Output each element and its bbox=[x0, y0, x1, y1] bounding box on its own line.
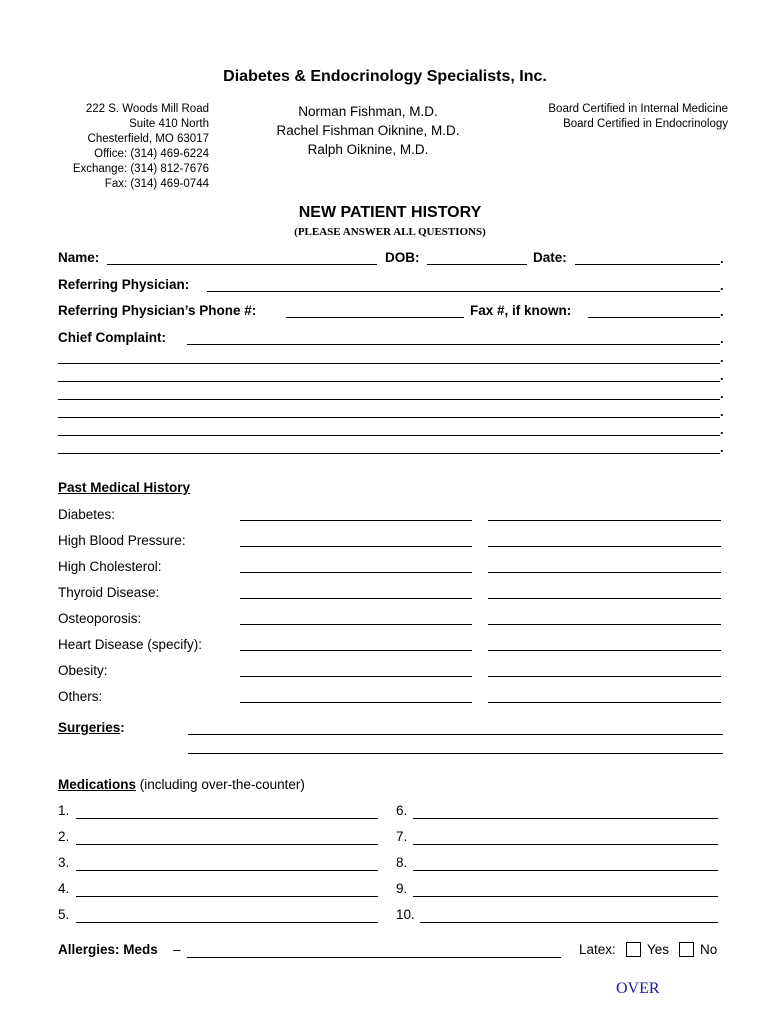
latex-label: Latex: bbox=[579, 942, 616, 957]
date-label: Date: bbox=[533, 250, 567, 265]
latex-no-checkbox[interactable] bbox=[679, 942, 694, 957]
condition-field[interactable] bbox=[240, 650, 472, 651]
doctor-name: Norman Fishman, M.D. bbox=[298, 104, 438, 119]
surgeries-field[interactable] bbox=[188, 753, 723, 754]
medication-field[interactable] bbox=[413, 870, 718, 871]
medication-field[interactable] bbox=[76, 896, 378, 897]
medication-field[interactable] bbox=[76, 870, 378, 871]
condition-field[interactable] bbox=[488, 520, 721, 521]
line-end-mark: . bbox=[720, 350, 724, 365]
chief-complaint-line[interactable] bbox=[58, 453, 720, 454]
name-field[interactable] bbox=[107, 264, 377, 265]
referring-phone-label: Referring Physician’s Phone #: bbox=[58, 303, 257, 318]
exchange-phone: Exchange: (314) 812-7676 bbox=[72, 163, 209, 175]
office-phone: Office: (314) 469-6224 bbox=[94, 148, 209, 160]
medications-heading: Medications bbox=[58, 777, 137, 792]
over-page-indicator: OVER bbox=[616, 980, 660, 997]
medications-note: (including over-the-counter) bbox=[139, 777, 305, 792]
past-medical-history-heading: Past Medical History bbox=[58, 480, 191, 495]
chief-complaint-line[interactable] bbox=[58, 435, 720, 436]
form-subtitle: (PLEASE ANSWER ALL QUESTIONS) bbox=[294, 226, 486, 238]
line-end-mark: . bbox=[720, 331, 724, 346]
condition-field[interactable] bbox=[488, 650, 721, 651]
allergies-meds-field[interactable] bbox=[187, 957, 561, 958]
condition-field[interactable] bbox=[488, 546, 721, 547]
condition-label-others: Others: bbox=[58, 689, 103, 704]
medication-number: 1. bbox=[58, 803, 70, 818]
condition-field[interactable] bbox=[240, 546, 472, 547]
medication-field[interactable] bbox=[76, 922, 378, 923]
surgeries-label bbox=[58, 720, 125, 735]
condition-field[interactable] bbox=[240, 676, 472, 677]
medication-number: 6. bbox=[396, 803, 408, 818]
line-end-mark: . bbox=[720, 386, 724, 401]
condition-label-high-cholesterol: High Cholesterol: bbox=[58, 559, 162, 574]
medication-field[interactable] bbox=[413, 818, 718, 819]
surgeries-heading: Surgeries bbox=[58, 720, 121, 735]
medication-number: 4. bbox=[58, 881, 70, 896]
medication-number: 10. bbox=[396, 907, 415, 922]
dob-label: DOB: bbox=[385, 250, 420, 265]
latex-yes-checkbox[interactable] bbox=[626, 942, 641, 957]
form-title: NEW PATIENT HISTORY bbox=[298, 204, 482, 221]
condition-field[interactable] bbox=[488, 676, 721, 677]
referring-physician-field[interactable] bbox=[207, 291, 720, 292]
medication-number: 5. bbox=[58, 907, 70, 922]
condition-field[interactable] bbox=[240, 624, 472, 625]
dob-field[interactable] bbox=[427, 264, 527, 265]
chief-complaint-line[interactable] bbox=[58, 381, 720, 382]
line-end-mark: . bbox=[720, 251, 724, 266]
name-label: Name: bbox=[58, 250, 100, 265]
chief-complaint-line[interactable] bbox=[58, 363, 720, 364]
latex-no-label: No bbox=[700, 942, 718, 957]
medication-number: 9. bbox=[396, 881, 408, 896]
medication-number: 3. bbox=[58, 855, 70, 870]
medication-field[interactable] bbox=[413, 896, 718, 897]
line-end-mark: . bbox=[720, 278, 724, 293]
medication-field[interactable] bbox=[76, 818, 378, 819]
medication-field[interactable] bbox=[413, 844, 718, 845]
condition-field[interactable] bbox=[488, 572, 721, 573]
condition-field[interactable] bbox=[488, 702, 721, 703]
date-field[interactable] bbox=[575, 264, 720, 265]
medication-number: 2. bbox=[58, 829, 70, 844]
fax-field[interactable] bbox=[588, 317, 720, 318]
condition-label-obesity: Obesity: bbox=[58, 663, 108, 678]
condition-field[interactable] bbox=[240, 598, 472, 599]
medication-field[interactable] bbox=[76, 844, 378, 845]
condition-field[interactable] bbox=[488, 598, 721, 599]
allergies-dash: – bbox=[173, 942, 181, 957]
line-end-mark: . bbox=[720, 422, 724, 437]
address-line: 222 S. Woods Mill Road bbox=[85, 103, 209, 115]
referring-physician-label: Referring Physician: bbox=[58, 277, 190, 292]
certifications bbox=[500, 102, 728, 132]
surgeries-colon: : bbox=[120, 720, 125, 735]
allergies-meds-label: Allergies: Meds bbox=[58, 942, 158, 957]
practice-address bbox=[40, 102, 209, 192]
chief-complaint-line[interactable] bbox=[58, 399, 720, 400]
certification: Board Certified in Endocrinology bbox=[563, 118, 728, 130]
condition-label-high-blood-pressure: High Blood Pressure: bbox=[58, 533, 186, 548]
condition-field[interactable] bbox=[240, 702, 472, 703]
medication-field[interactable] bbox=[420, 922, 718, 923]
line-end-mark: . bbox=[720, 404, 724, 419]
condition-field[interactable] bbox=[240, 520, 472, 521]
condition-label-osteoporosis: Osteoporosis: bbox=[58, 611, 142, 626]
medication-number: 7. bbox=[396, 829, 408, 844]
latex-yes-label: Yes bbox=[647, 942, 670, 957]
chief-complaint-field[interactable] bbox=[187, 344, 720, 345]
condition-label-diabetes: Diabetes: bbox=[58, 507, 116, 522]
doctor-name: Rachel Fishman Oiknine, M.D. bbox=[276, 123, 460, 138]
address-line: Suite 410 North bbox=[129, 118, 209, 130]
surgeries-field[interactable] bbox=[188, 734, 723, 735]
line-end-mark: . bbox=[720, 304, 724, 319]
practice-name: Diabetes & Endocrinology Specialists, Inc. bbox=[223, 68, 547, 85]
medications-heading-row bbox=[58, 777, 305, 792]
chief-complaint-label: Chief Complaint: bbox=[58, 330, 166, 345]
fax-label: Fax #, if known: bbox=[470, 303, 572, 318]
line-end-mark: . bbox=[720, 368, 724, 383]
condition-label-thyroid-disease: Thyroid Disease: bbox=[58, 585, 160, 600]
medication-number: 8. bbox=[396, 855, 408, 870]
fax-number: Fax: (314) 469-0744 bbox=[104, 178, 209, 190]
doctor-name: Ralph Oiknine, M.D. bbox=[307, 142, 429, 157]
referring-phone-field[interactable] bbox=[286, 317, 464, 318]
address-line: Chesterfield, MO 63017 bbox=[87, 133, 209, 145]
chief-complaint-line[interactable] bbox=[58, 417, 720, 418]
condition-field[interactable] bbox=[240, 572, 472, 573]
condition-field[interactable] bbox=[488, 624, 721, 625]
certification: Board Certified in Internal Medicine bbox=[548, 103, 728, 115]
condition-label-heart-disease: Heart Disease (specify): bbox=[58, 637, 203, 652]
line-end-mark: . bbox=[720, 440, 724, 455]
doctor-list bbox=[240, 102, 496, 159]
